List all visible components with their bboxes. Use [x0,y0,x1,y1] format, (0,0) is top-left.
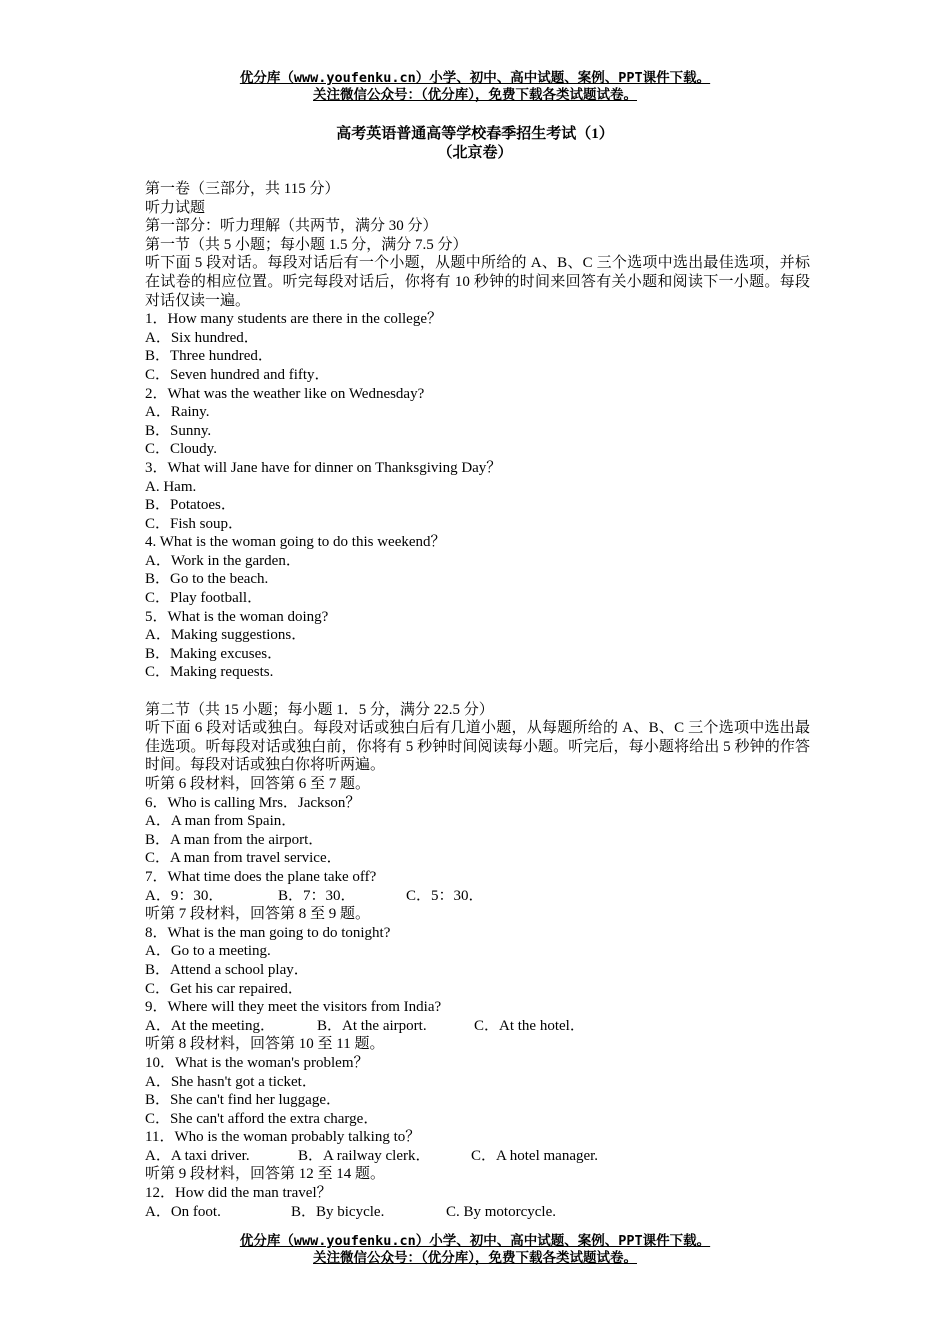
header-line-1: 优分库（www.youfenku.cn）小学、初中、高中试题、案例、PPT课件下载。 [239,70,711,86]
section-one-heading: 第一部分：听力理解（共两节，满分 30 分） [145,218,438,235]
question-6: 6．Who is calling Mrs．Jackson？ [145,794,361,811]
question-3: 3．What will Jane have for dinner on Thanksgiving Day？ [145,459,502,476]
q4-option-b: B．Go to the beach. [145,571,269,588]
q9-options [145,1017,810,1036]
q11-option-b: B．A railway clerk． [298,1147,431,1164]
q8-option-a: A．Go to a meeting. [145,943,271,960]
q2-option-c: C．Cloudy. [145,441,217,458]
q7-option-a: A．9：30． [145,887,224,904]
question-9: 9．Where will they meet the visitors from India? [145,999,442,1016]
material-7-heading: 听第 7 段材料，回答第 8 至 9 题。 [145,906,371,923]
material-8-heading: 听第 8 段材料，回答第 10 至 11 题。 [145,1036,385,1053]
q9-option-b: B．At the airport. [317,1017,427,1034]
q5-option-c: C．Making requests. [145,664,274,681]
q11-option-a: A．A taxi driver. [145,1147,250,1164]
q1-option-b: B．Three hundred． [145,348,273,365]
question-2: 2．What was the weather like on Wednesday? [145,385,425,402]
q10-option-a: A．She hasn't got a ticket． [145,1073,317,1090]
listening-heading: 听力试题 [145,199,206,216]
part-one-heading: 第一卷（三部分，共 115 分） [145,181,340,197]
q12-options [145,1203,810,1222]
q3-option-a: A. Ham. [145,478,197,495]
header-line-2: 关注微信公众号：（优分库），免费下载各类试题试卷。 [313,87,637,103]
q5-option-a: A．Making suggestions． [145,627,307,644]
q1-option-a: A．Six hundred． [145,329,259,346]
q7-options [145,887,810,906]
q10-option-b: B．She can't find her luggage． [145,1092,341,1109]
q7-option-b: B．7：30． [278,887,356,904]
q10-option-c: C．She can't afford the extra charge． [145,1110,379,1127]
question-5: 5．What is the woman doing? [145,608,329,625]
footer-line-1: 优分库（www.youfenku.cn）小学、初中、高中试题、案例、PPT课件下载。 [239,1233,711,1249]
q2-option-b: B．Sunny. [145,422,212,439]
exam-title-main: 高考英语普通高等学校春季招生考试（1） [336,126,614,142]
q6-option-c: C．A man from travel service． [145,850,342,867]
material-6-heading: 听第 6 段材料，回答第 6 至 7 题。 [145,776,371,792]
q12-option-c: C. By motorcycle. [446,1203,556,1220]
q7-option-c: C．5：30． [406,887,484,904]
question-4: 4. What is the woman going to do this weekend？ [145,534,446,551]
exam-title-sub: （北京卷） [437,145,513,161]
q1-option-c: C．Seven hundred and fifty． [145,366,330,383]
q2-option-a: A．Rainy. [145,404,210,421]
question-10: 10．What is the woman's problem？ [145,1054,369,1071]
q9-option-c: C．At the hotel． [474,1017,585,1034]
question-1: 1．How many students are there in the college？ [145,311,442,328]
material-9-heading: 听第 9 段材料，回答第 12 至 14 题。 [145,1166,386,1183]
page-footer [0,1233,950,1267]
q4-option-c: C．Play football． [145,590,263,607]
subsection-one-heading: 第一节（共 5 小题；每小题 1.5 分，满分 7.5 分） [145,236,468,253]
q8-option-b: B．Attend a school play． [145,961,309,978]
page-header [0,70,950,104]
q5-option-b: B．Making excuses． [145,645,283,662]
instructions-one: 听下面 5 段对话。每段对话后有一个小题，从题中所给的 A、B、C 三个选项中选出最佳选项，并标在试卷的相应位置。听完每段对话后，你将有 10 秒钟的时间来回答有关小题和阅读下一小题。每段对话仅读一遍。 [145,255,810,309]
q6-option-a: A．A man from Spain． [145,813,297,830]
q11-options [145,1147,810,1166]
q3-option-b: B．Potatoes． [145,497,236,514]
q11-option-c: C．A hotel manager. [471,1147,599,1164]
q12-option-a: A．On foot. [145,1203,221,1220]
q12-option-b: B．By bicycle. [291,1203,385,1220]
question-7: 7．What time does the plane take off? [145,868,377,885]
q3-option-c: C．Fish soup． [145,515,243,532]
exam-content [145,180,810,1221]
exam-title [0,125,950,163]
footer-line-2: 关注微信公众号：（优分库），免费下载各类试题试卷。 [313,1250,637,1266]
section-gap [145,682,810,701]
section-two-heading: 第二节（共 15 小题；每小题 1．5 分，满分 22.5 分） [145,701,494,718]
q8-option-c: C．Get his car repaired． [145,980,303,997]
question-11: 11．Who is the woman probably talking to？ [145,1129,421,1146]
q9-option-a: A．At the meeting． [145,1017,275,1034]
q6-option-b: B．A man from the airport． [145,831,324,848]
q4-option-a: A．Work in the garden． [145,552,301,569]
question-12: 12．How did the man travel？ [145,1185,332,1202]
instructions-two: 听下面 6 段对话或独白。每段对话或独白后有几道小题，从每题所给的 A、B、C 三个选项中选出最佳选项。听每段对话或独白前，你将有 5 秒钟时间阅读每小题。听完后，每小题将给出 5 秒钟的作答时间。每段对话或独白你将听两遍。 [145,720,810,774]
question-8: 8．What is the man going to do tonight? [145,924,391,941]
